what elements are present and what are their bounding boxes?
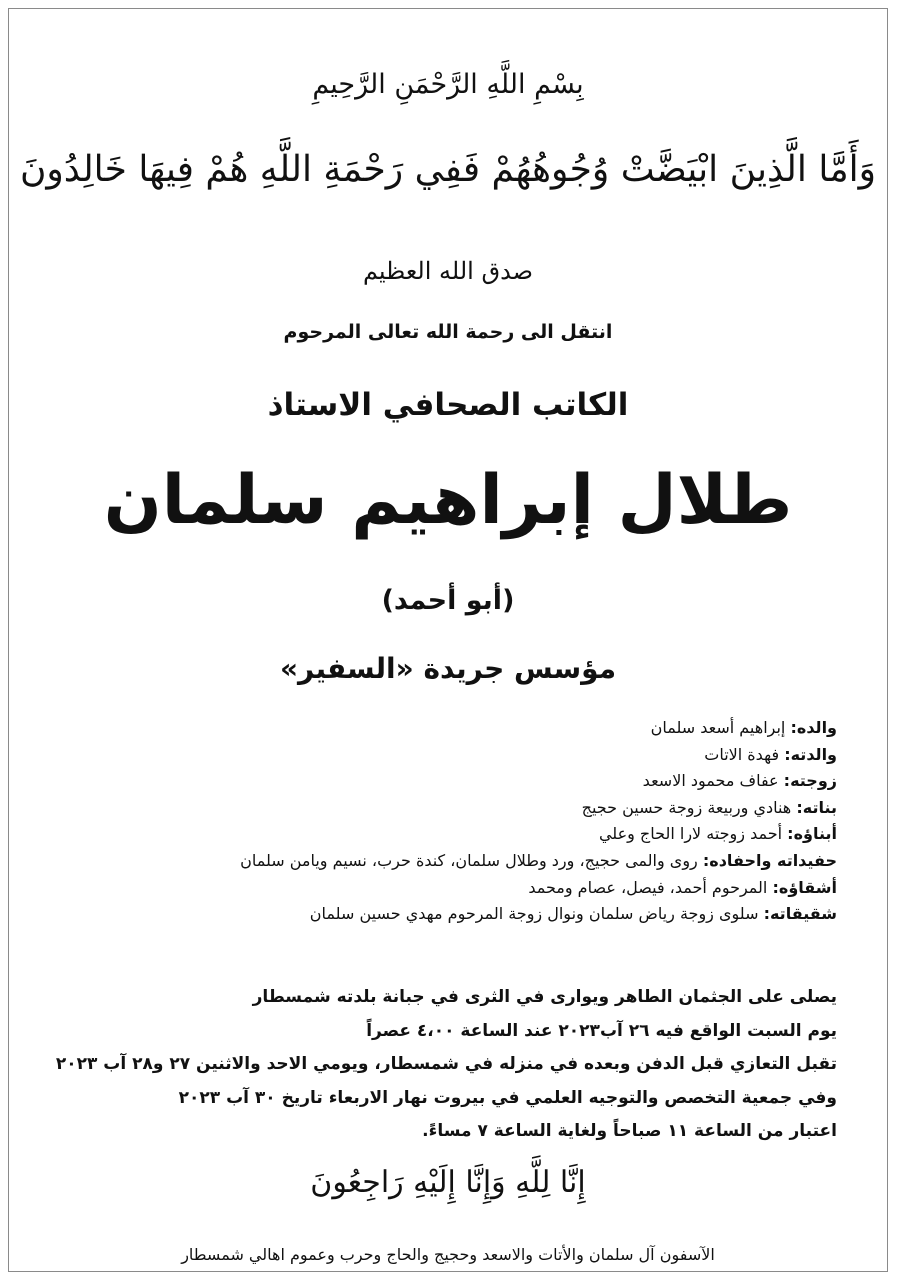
family-label: والدته:	[784, 744, 837, 764]
notice-line: تقبل التعازي قبل الدفن وبعده في منزله في شمسطار، ويومي الاحد والاثنين ٢٧ و٢٨ آب ٢٠٢٣	[55, 1054, 837, 1074]
family-row	[47, 795, 837, 822]
family-label: بناته:	[796, 797, 837, 817]
mourners-line: الآسفون آل سلمان والأتات والاسعد وحجيج والحاج وحرب وعموم اهالي شمسطار	[181, 1245, 715, 1264]
sadaq-phrase: صدق الله العظيم	[362, 257, 534, 285]
notice-line: يوم السبت الواقع فيه ٢٦ آب٢٠٢٣ عند الساعة ٤،٠٠ عصراً	[366, 1020, 837, 1041]
family-row	[47, 768, 837, 795]
family-row	[47, 821, 837, 848]
family-label: أبناؤه:	[787, 824, 837, 844]
family-label: شقيقاته:	[763, 904, 837, 924]
family-value: سلوى زوجة رياض سلمان ونوال زوجة المرحوم مهدي حسين سلمان	[309, 904, 759, 924]
obituary-sheet	[8, 8, 888, 1272]
deceased-kunya: (أبو أحمد)	[381, 585, 515, 616]
deceased-name: طلال إبراهيم سلمان	[103, 461, 793, 540]
founder-line: مؤسس جريدة «السفير»	[279, 652, 617, 685]
family-row	[47, 875, 837, 902]
funeral-notice	[47, 981, 837, 1149]
family-value: أحمد زوجته لارا الحاج وعلي	[598, 824, 783, 844]
intro-line: انتقل الى رحمة الله تعالى المرحوم	[283, 321, 613, 343]
family-list	[47, 715, 837, 928]
family-value: روى والمى حجيج، ورد وطلال سلمان، كندة حرب، نسيم ويامن سلمان	[240, 850, 698, 870]
notice-line: اعتبار من الساعة ١١ صباحاً ولغاية الساعة ٧ مساءً.	[422, 1121, 837, 1141]
family-value: عفاف محمود الاسعد	[642, 771, 779, 791]
family-label: حفيداته واحفاده:	[702, 850, 837, 870]
notice-line: وفي جمعية التخصص والتوجيه العلمي في بيروت نهار الاربعاء تاريخ ٣٠ آب ٢٠٢٣	[178, 1087, 837, 1108]
family-value: هنادي وربيعة زوجة حسين حجيج	[581, 797, 792, 817]
family-row	[47, 901, 837, 928]
istirja-phrase: إِنَّا لِلَّهِ وَإِنَّا إِلَيْهِ رَاجِعُونَ	[310, 1165, 586, 1200]
family-value: إبراهيم أسعد سلمان	[650, 718, 786, 737]
family-value: المرحوم أحمد، فيصل، عصام ومحمد	[528, 877, 768, 897]
family-label: زوجته:	[783, 771, 837, 791]
quran-verse: وَأَمَّا الَّذِينَ ابْيَضَّتْ وُجُوهُهُمْ فَفِي رَحْمَةِ اللَّهِ هُمْ فِيهَا خَالِدُونَ	[19, 149, 876, 190]
family-row	[47, 848, 837, 875]
family-value: فهدة الاتات	[704, 744, 780, 764]
deceased-title: الكاتب الصحافي الاستاذ	[267, 387, 629, 423]
family-label: والده:	[790, 718, 837, 737]
family-row	[47, 715, 837, 742]
family-row	[47, 742, 837, 769]
family-label: أشقاؤه:	[772, 877, 837, 897]
basmala: بِسْمِ اللَّهِ الرَّحْمَنِ الرَّحِيمِ	[312, 69, 584, 100]
notice-line: يصلى على الجثمان الطاهر ويوارى في الثرى في جبانة بلدته شمسطار	[252, 987, 837, 1007]
